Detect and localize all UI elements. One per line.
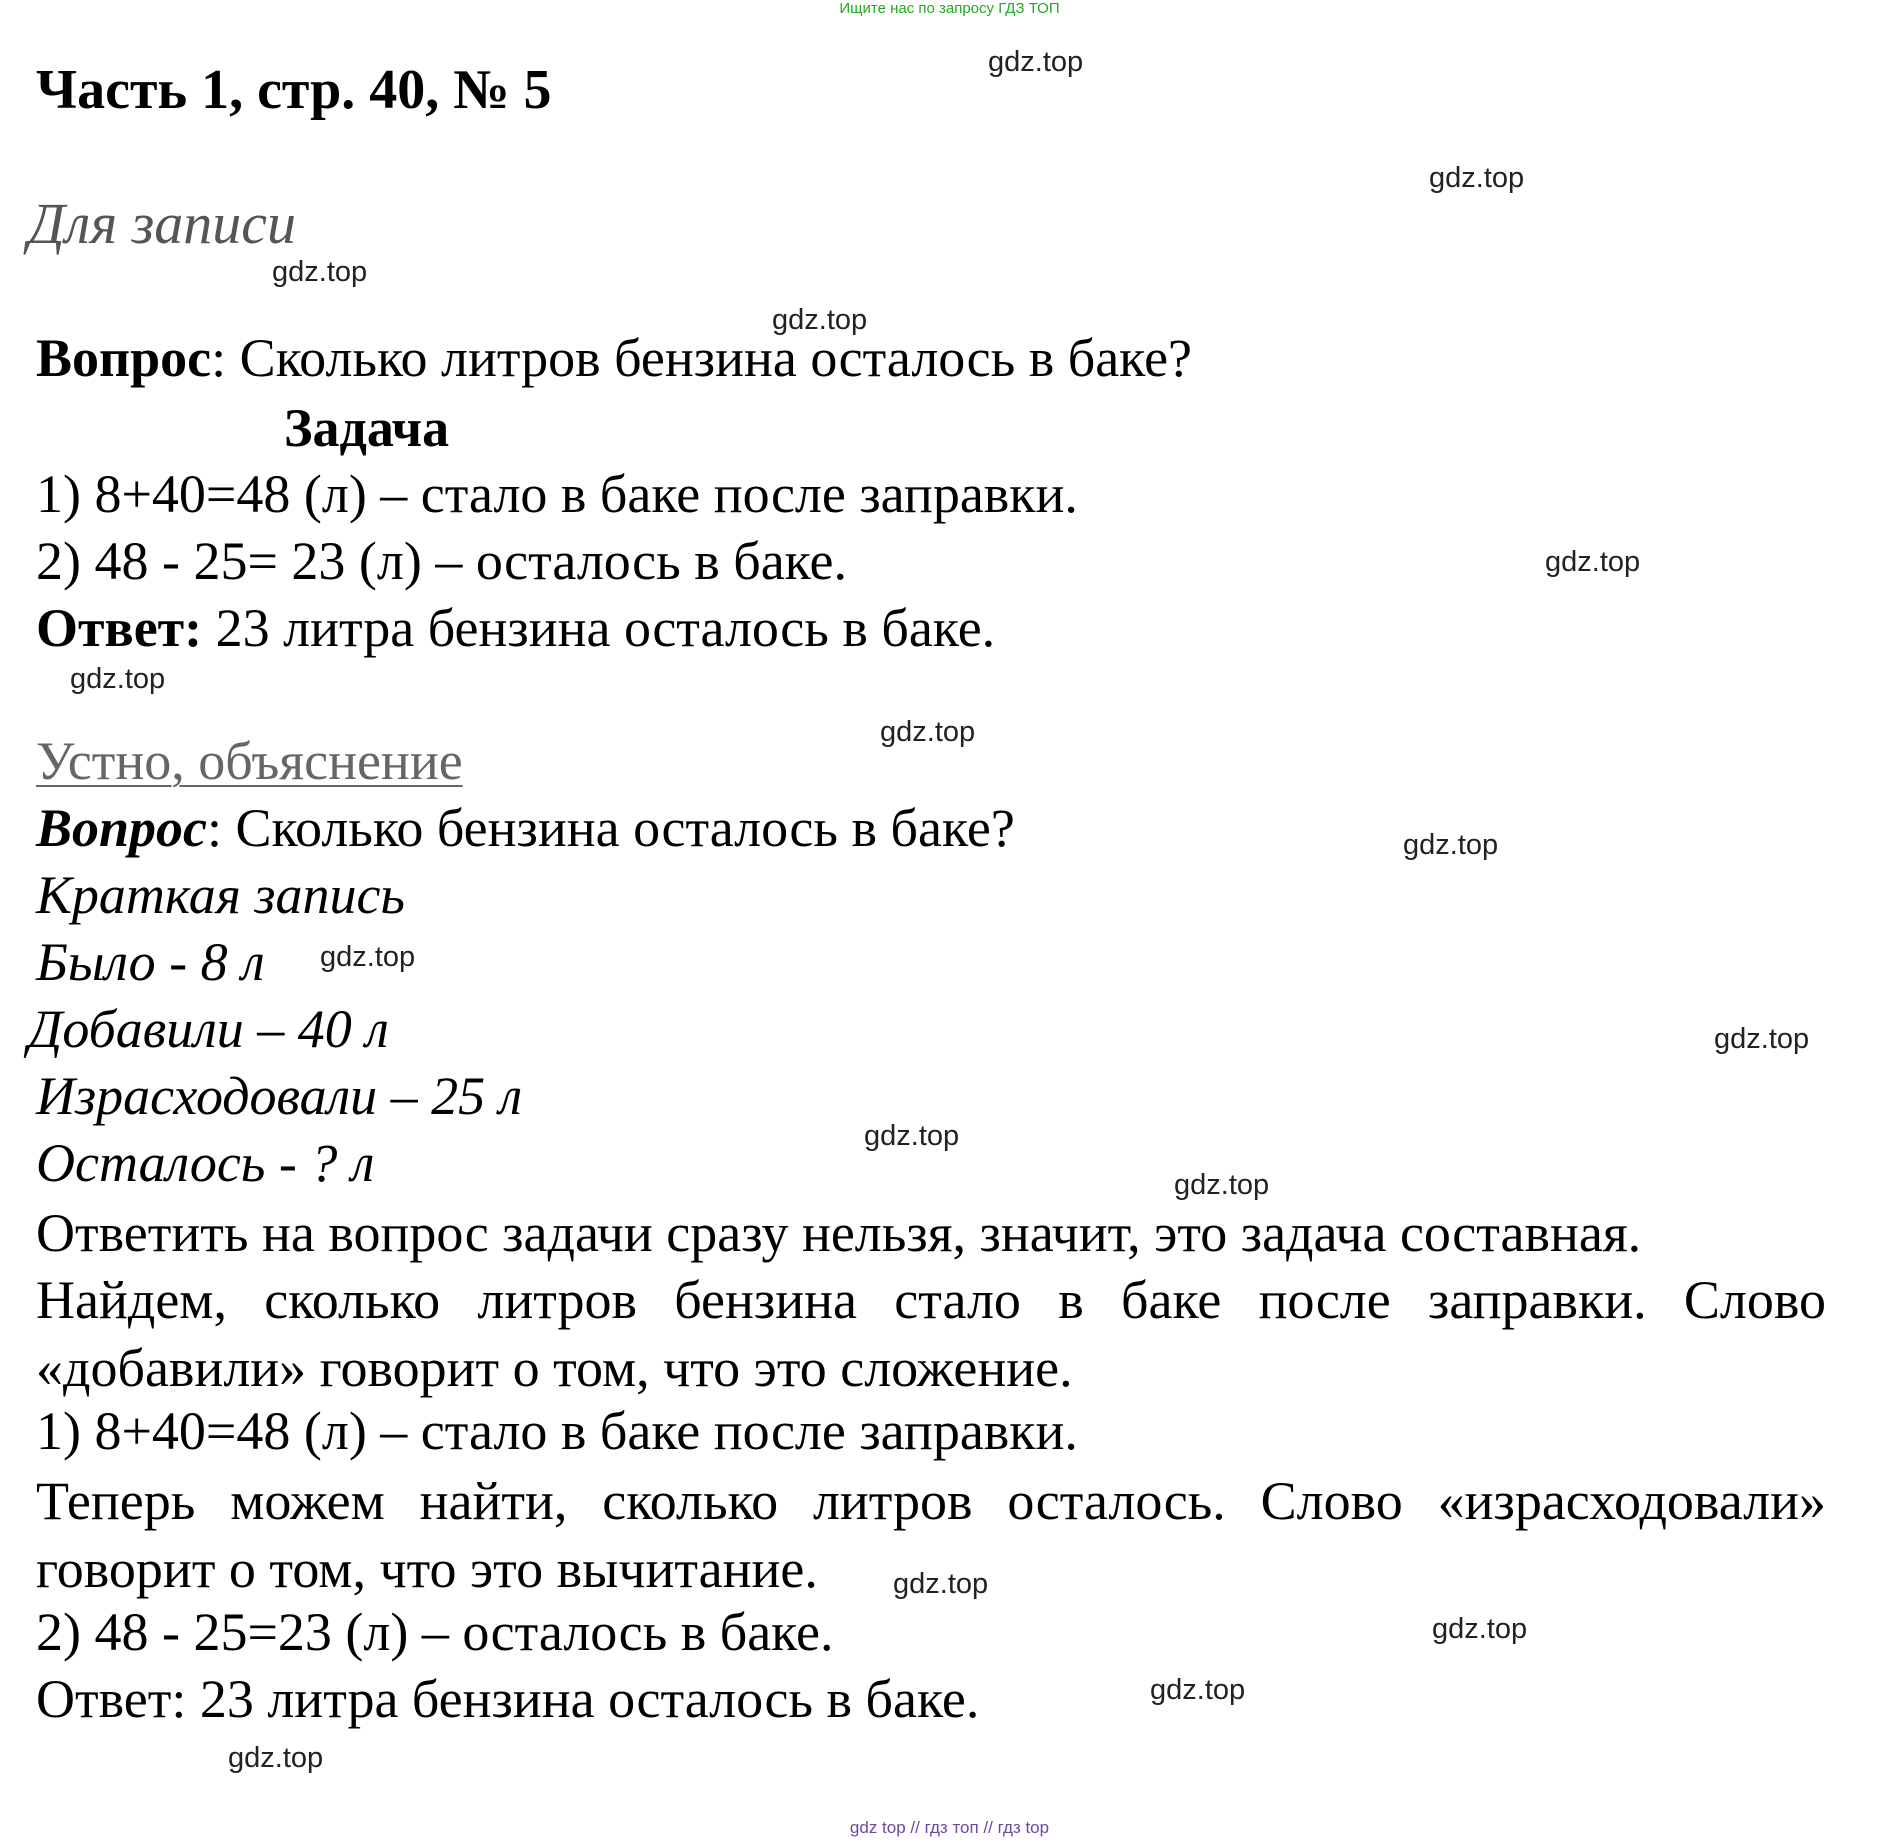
watermark: gdz.top [320,941,416,973]
watermark: gdz.top [228,1742,324,1774]
watermark: gdz.top [70,663,166,695]
watermark: gdz.top [1545,546,1641,578]
oral-answer: Ответ: 23 литра бензина осталось в баке. [36,1669,980,1729]
short-line-2: Добавили – 40 л [28,999,389,1059]
oral-step-2: 2) 48 - 25=23 (л) – осталось в баке. [36,1602,834,1662]
record-answer [36,597,995,659]
watermark: gdz.top [1403,829,1499,861]
explanation-2: Найдем, сколько литров бензина стало в баке после заправки. Слово «добавили» говорит о том, что это сложение. [36,1270,1826,1398]
record-heading: Для записи [28,191,297,256]
watermark: gdz.top [893,1568,989,1600]
watermark: gdz.top [1174,1169,1270,1201]
explanation-3: Теперь можем найти, сколько литров осталось. Слово «израсходовали» говорит о том, что это вычитание. [36,1471,1826,1599]
short-record-heading: Краткая запись [36,865,405,925]
watermark: gdz.top [1150,1674,1246,1706]
watermark: gdz.top [1432,1613,1528,1645]
footer-links[interactable]: gdz top // гдз топ // гдз top [849,1818,1050,1837]
record-step-2: 2) 48 - 25= 23 (л) – осталось в баке. [36,531,848,591]
watermark: gdz.top [864,1120,960,1152]
watermark: gdz.top [988,46,1084,78]
watermark: gdz.top [1714,1023,1810,1055]
question-text: : Сколько литров бензина осталось в баке? [211,328,1192,388]
task-heading: Задача [284,398,450,458]
oral-question-text: : Сколько бензина осталось в баке? [207,798,1015,858]
oral-question [36,797,1015,859]
top-banner[interactable]: Ищите нас по запросу ГДЗ ТОП [839,0,1060,17]
short-line-1: Было - 8 л [36,932,265,992]
answer-label: Ответ: [36,598,203,658]
question-label: Вопрос [36,328,212,388]
record-step-1: 1) 8+40=48 (л) – стало в баке после заправки. [36,464,1078,524]
watermark: gdz.top [880,716,976,748]
oral-question-label: Вопрос [36,798,208,858]
watermark: gdz.top [272,256,368,288]
watermark: gdz.top [1429,162,1525,194]
record-question [36,327,1192,389]
answer-text: 23 литра бензина осталось в баке. [202,598,996,658]
watermark: gdz.top [772,304,868,336]
page-title: Часть 1, стр. 40, № 5 [36,59,552,121]
oral-heading: Устно, объяснение [36,731,463,791]
short-line-4: Осталось - ? л [36,1133,375,1193]
explanation-1: Ответить на вопрос задачи сразу нельзя, значит, это задача составная. [36,1203,1642,1263]
oral-step-1: 1) 8+40=48 (л) – стало в баке после заправки. [36,1401,1078,1461]
short-line-3: Израсходовали – 25 л [36,1066,523,1126]
